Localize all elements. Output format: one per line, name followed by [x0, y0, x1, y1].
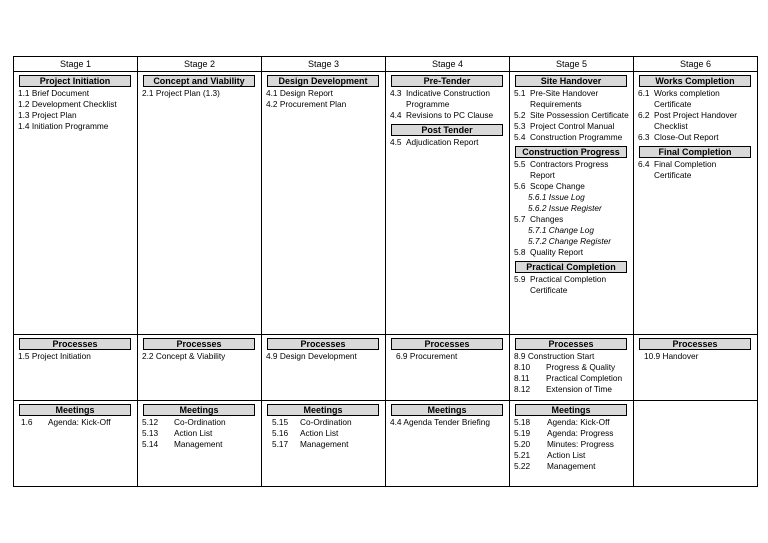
stage-1-header: Stage 1: [14, 57, 138, 72]
list-item: 8.10 Progress & Quality: [514, 362, 616, 372]
section-title: Pre-Tender: [391, 75, 503, 87]
list-item: 6.2 Post Project Handover Checklist: [638, 110, 738, 131]
list-item: 5.14 Management: [142, 439, 223, 449]
list-item: 6.3 Close-Out Report: [638, 132, 719, 142]
section-title: Practical Completion: [515, 261, 627, 273]
list-item: 5.3 Project Control Manual: [514, 121, 615, 131]
list-item: 5.20 Minutes: Progress: [514, 439, 614, 449]
stage-4-deliverables: [386, 72, 510, 335]
section-title: Meetings: [19, 404, 131, 416]
stage-6-meetings: [634, 401, 758, 487]
list-item: 1.6 Agenda: Kick-Off: [21, 417, 111, 427]
section-title: Processes: [267, 338, 379, 350]
stage-3-header: Stage 3: [262, 57, 386, 72]
list-item: 8.9 Construction Start: [514, 351, 595, 361]
section-title: Processes: [143, 338, 255, 350]
list-item: 5.7 Changes: [514, 214, 564, 224]
processes-row: [14, 335, 758, 401]
list-item: 5.21 Action List: [514, 450, 586, 460]
list-item: 5.2 Site Possession Certificate: [514, 110, 629, 120]
stage-2-header: Stage 2: [138, 57, 262, 72]
list-item: 10.9 Handover: [644, 351, 699, 361]
list-item: 1.4 Initiation Programme: [18, 121, 109, 131]
list-item: 1.2 Development Checklist: [18, 99, 117, 109]
stage-1-processes: [14, 335, 138, 401]
stage-5-processes: [510, 335, 634, 401]
stage-5-deliverables: [510, 72, 634, 335]
stage-4-meetings: [386, 401, 510, 487]
list-item: 4.9 Design Development: [266, 351, 357, 361]
list-item: 8.11 Practical Completion: [514, 373, 623, 383]
list-item: 5.12 Co-Ordination: [142, 417, 226, 427]
stage-5-meetings: [510, 401, 634, 487]
list-item: 4.5 Adjudication Report: [390, 137, 479, 147]
list-item: 4.4 Revisions to PC Clause: [390, 110, 494, 120]
list-item: 5.22 Management: [514, 461, 596, 471]
list-item: 5.18 Agenda: Kick-Off: [514, 417, 610, 427]
section-title: Meetings: [391, 404, 503, 416]
stage-6-header: Stage 6: [634, 57, 758, 72]
section-title: Works Completion: [639, 75, 751, 87]
section-title: Meetings: [515, 404, 627, 416]
section-title: Concept and Viability: [143, 75, 255, 87]
list-item: 4.1 Design Report: [266, 88, 333, 98]
list-item: 5.9 Practical Completion Certificate: [514, 274, 607, 295]
stage-4-header: Stage 4: [386, 57, 510, 72]
list-sub-item: 5.7.2 Change Register: [528, 236, 612, 246]
list-item: 5.4 Construction Programme: [514, 132, 623, 142]
list-item: 4.2 Procurement Plan: [266, 99, 347, 109]
list-item: 1.3 Project Plan: [18, 110, 77, 120]
list-item: 5.1 Pre-Site Handover Requirements: [514, 88, 599, 109]
stage-3-processes: [262, 335, 386, 401]
list-item: 4.4 Agenda Tender Briefing: [390, 417, 490, 427]
list-item: 2.2 Concept & Viability: [142, 351, 226, 361]
section-title: Meetings: [143, 404, 255, 416]
stage-5-header: Stage 5: [510, 57, 634, 72]
section-title: Processes: [639, 338, 751, 350]
section-title: Construction Progress: [515, 146, 627, 158]
section-title: Site Handover: [515, 75, 627, 87]
section-title: Processes: [19, 338, 131, 350]
section-title: Processes: [515, 338, 627, 350]
stage-2-processes: [138, 335, 262, 401]
stage-3-meetings: [262, 401, 386, 487]
list-item: 5.16 Action List: [272, 428, 339, 438]
list-item: 6.4 Final Completion Certificate: [638, 159, 717, 180]
list-sub-item: 5.7.1 Change Log: [528, 225, 594, 235]
stage-2-deliverables: [138, 72, 262, 335]
list-item: 8.12 Extension of Time: [514, 384, 612, 394]
list-item: 6.9 Procurement: [396, 351, 458, 361]
section-title: Meetings: [267, 404, 379, 416]
meetings-row: [14, 401, 758, 487]
list-sub-item: 5.6.1 Issue Log: [528, 192, 585, 202]
list-item: 6.1 Works completion Certificate: [638, 88, 720, 109]
list-item: 5.13 Action List: [142, 428, 213, 438]
section-title: Processes: [391, 338, 503, 350]
section-title: Project Initiation: [19, 75, 131, 87]
section-title: Design Development: [267, 75, 379, 87]
stage-1-meetings: [14, 401, 138, 487]
section-title: Post Tender: [391, 124, 503, 136]
list-item: 5.19 Agenda: Progress: [514, 428, 614, 438]
stage-2-meetings: [138, 401, 262, 487]
stage-1-deliverables: [14, 72, 138, 335]
list-item: 4.3 Indicative Construction Programme: [390, 88, 490, 109]
list-item: 5.17 Management: [272, 439, 349, 449]
deliverables-row: [14, 72, 758, 335]
list-sub-item: 5.6.2 Issue Register: [528, 203, 602, 213]
stage-4-processes: [386, 335, 510, 401]
stage-3-deliverables: [262, 72, 386, 335]
section-title: Final Completion: [639, 146, 751, 158]
list-item: 1.5 Project Initiation: [18, 351, 91, 361]
stage-6-processes: [634, 335, 758, 401]
list-item: 5.6 Scope Change: [514, 181, 585, 191]
list-item: 5.5 Contractors Progress Report: [514, 159, 609, 180]
stage-matrix-table: [13, 56, 758, 487]
stage-6-deliverables: [634, 72, 758, 335]
list-item: 1.1 Brief Document: [18, 88, 90, 98]
list-item: 5.15 Co-Ordination: [272, 417, 352, 427]
list-item: 5.8 Quality Report: [514, 247, 584, 257]
list-item: 2.1 Project Plan (1.3): [142, 88, 220, 98]
header-row: [14, 57, 758, 72]
